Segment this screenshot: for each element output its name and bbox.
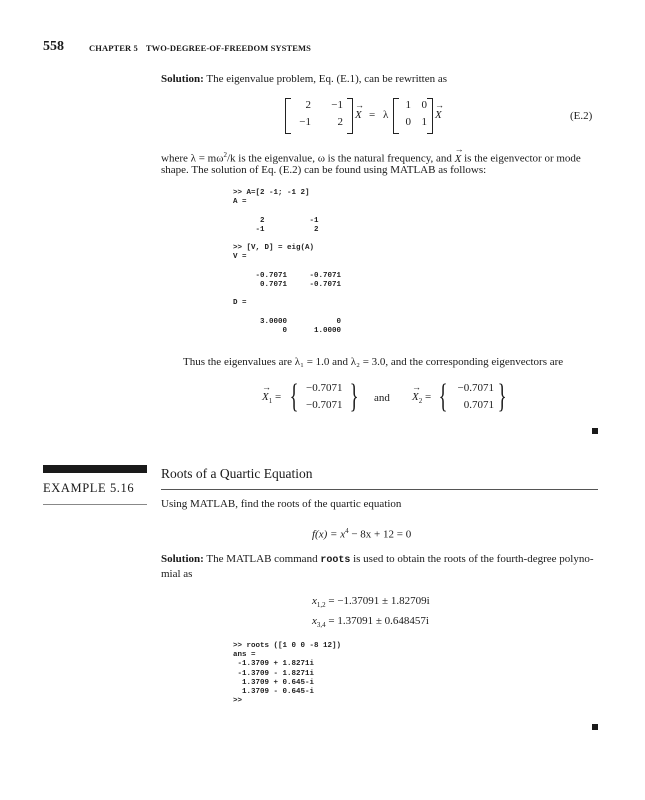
matrix-i-cell: 0 <box>421 99 427 111</box>
end-of-example-marker <box>592 428 598 434</box>
matrix-a-cell: −1 <box>299 116 311 128</box>
solution-2-label: Solution: <box>161 553 204 565</box>
example-title: Roots of a Quartic Equation <box>161 466 313 481</box>
lambda-symbol: λ <box>383 109 389 121</box>
where-superscript: 2 <box>223 151 227 159</box>
thus-line: Thus the eigenvalues are λ₁ = 1.0 and λ₂ = 3.0, and the corresponding eigenvectors are <box>183 356 564 368</box>
roots-1-2: $x_{1,2} = -1.37091 \pm 1.82709i$ <box>312 595 430 610</box>
where-text-a: where λ = mω <box>161 152 224 165</box>
x2-value: −0.7071 <box>457 382 494 394</box>
vector-x: → X <box>435 108 442 123</box>
and-word: and <box>374 392 390 404</box>
example-bar <box>43 465 147 473</box>
solution-2-text-a: The MATLAB command <box>206 553 318 565</box>
solution-label: Solution: <box>161 73 204 85</box>
matrix-a-cell: −1 <box>331 99 343 111</box>
equals-sign: = <box>369 109 376 121</box>
matrix-i-cell: 1 <box>421 116 427 128</box>
x1-left-brace: { <box>289 378 299 415</box>
matrix-a-cell: 2 <box>305 99 311 111</box>
solution-2-line-2: mial as <box>161 568 193 580</box>
roots-3-4: $x_{3,4} = 1.37091 \pm 0.648457i$ <box>312 615 429 630</box>
matrix-i-cell: 0 <box>405 116 411 128</box>
x2-value: 0.7071 <box>463 399 494 411</box>
matlab-code-roots: >> roots ([1 0 0 -8 12]) ans = -1.3709 + 1.8271i -1.3709 - 1.8271i 1.3709 + 0.645-i 1.3709 - 0.645-i >> <box>233 642 342 706</box>
solution-intro <box>161 72 447 87</box>
matrix-a-cell: 2 <box>337 116 343 128</box>
x2-right-brace: } <box>497 378 507 415</box>
x1-value: −0.7071 <box>306 399 343 411</box>
equation-number: (E.2) <box>570 110 593 122</box>
example-statement: Using MATLAB, find the roots of the quartic equation <box>161 498 402 510</box>
where-line-2: shape. The solution of Eq. (E.2) can be found using MATLAB as follows: <box>161 164 487 176</box>
matrix-i-cell: 1 <box>405 99 411 111</box>
matlab-code-eig: >> A=[2 -1; -1 2] A = 2 -1 -1 2 >> [V, D] = eig(A) V = -0.7071 -0.7071 0.7071 -0.7071 D = 3.0000 0 0 1.0000 <box>233 189 342 336</box>
vector-x: → X <box>355 108 362 123</box>
example-label-rule <box>43 504 147 505</box>
end-of-example-marker <box>592 724 598 730</box>
eigenvectors <box>262 378 522 418</box>
roots-command: roots <box>320 555 351 566</box>
vector-x: → X <box>455 152 462 167</box>
equation-lhs: f(x) = x <box>312 528 346 541</box>
chapter-title: TWO-DEGREE-OF-FREEDOM SYSTEMS <box>145 43 311 53</box>
solution-2-line-1 <box>161 552 594 568</box>
running-head <box>89 43 311 53</box>
example-title-rule <box>161 489 598 490</box>
matrix-a-right-bracket <box>347 98 353 134</box>
x1-value: −0.7071 <box>306 382 343 394</box>
matrix-i-right-bracket <box>427 98 433 134</box>
where-text-b: /k is the eigenvalue, ω is the natural frequency, and <box>226 152 452 165</box>
page-number: 558 <box>43 39 64 54</box>
chapter-label: CHAPTER 5 <box>89 43 138 53</box>
equation-rhs: − 8x + 12 = 0 <box>351 528 412 541</box>
quartic-equation <box>312 524 411 543</box>
x1-right-brace: } <box>349 378 359 415</box>
solution-2-text-b: is used to obtain the roots of the fourth-degree polyno- <box>353 553 594 565</box>
where-text-c: is the eigenvector or mode <box>464 152 581 165</box>
x1-label: → $X_1$ = <box>262 390 281 409</box>
eigen-equation <box>285 98 465 138</box>
equation-exponent: 4 <box>345 527 349 535</box>
x2-left-brace: { <box>438 378 448 415</box>
x2-label: → $X_2$ = <box>412 390 431 409</box>
example-label: EXAMPLE 5.16 <box>43 481 135 495</box>
solution-intro-text: The eigenvalue problem, Eq. (E.1), can be rewritten as <box>206 73 448 85</box>
